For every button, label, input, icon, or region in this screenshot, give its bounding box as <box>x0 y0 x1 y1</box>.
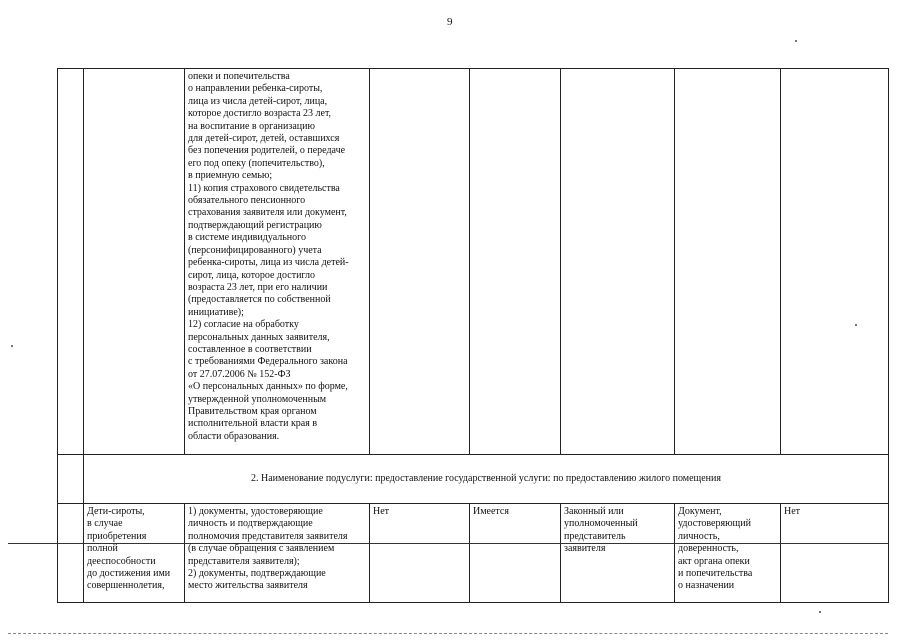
scan-speck <box>819 611 821 613</box>
text-line: без попечения родителей, о передаче <box>188 145 346 157</box>
text-line: для детей-сирот, детей, оставшихся <box>188 133 340 145</box>
table-cell <box>675 69 781 455</box>
text-line: акт органа опеки <box>678 555 750 567</box>
text-line: (в случае обращения с заявлением <box>188 543 335 555</box>
documents-cell <box>185 69 370 455</box>
text-line: личность и подтверждающие <box>188 518 313 530</box>
text-line: (предоставляется по собственной <box>188 294 331 306</box>
text-line: 2) документы, подтверждающие <box>188 568 326 580</box>
table-cell <box>370 69 470 455</box>
text-line: о назначении <box>678 580 735 592</box>
scan-speck <box>795 40 797 42</box>
table-cell <box>58 504 84 603</box>
text-line: его под опеку (попечительство), <box>188 157 325 169</box>
authority-cell <box>675 504 781 603</box>
text-line: удостоверяющий <box>678 518 751 530</box>
text-line: и попечительства <box>678 568 753 580</box>
text-line: утвержденной уполномоченным <box>188 393 327 405</box>
text-line: составленное в соответствии <box>188 343 312 355</box>
applicant-category <box>87 506 181 593</box>
text-line: на воспитание в организацию <box>188 120 315 132</box>
availability-cell: Имеется <box>470 504 561 603</box>
scan-speck <box>11 345 13 347</box>
representative-list <box>564 506 671 556</box>
text-line: Законный или <box>564 506 624 517</box>
text-line: страхования заявителя или документ, <box>188 207 347 219</box>
scan-artifact-line <box>8 543 888 544</box>
authority-documents <box>678 506 777 593</box>
documents-cell <box>185 504 370 603</box>
text-line: совершеннолетия, <box>87 580 165 592</box>
scan-artifact-line <box>8 633 888 634</box>
table-row <box>58 504 889 603</box>
text-line: в системе индивидуального <box>188 232 306 244</box>
text-line: личность, <box>678 530 720 542</box>
text-line: 11) копия страхового свидетельства <box>188 182 340 194</box>
text-line: Правительством края органом <box>188 405 317 417</box>
table-cell <box>470 69 561 455</box>
text-line: в случае <box>87 518 123 530</box>
table-cell <box>781 69 889 455</box>
text-line: представитель <box>564 530 626 542</box>
text-line: ребенка-сироты, лица из числа детей- <box>188 257 349 269</box>
text-line: сирот, лица, которое достигло <box>188 269 316 281</box>
table-row <box>58 69 889 455</box>
text-line: обязательного пенсионного <box>188 195 306 207</box>
section-heading: 2. Наименование подуслуги: предоставление государственной услуги: по предоставлению жилого помещения <box>84 455 889 504</box>
text-line: области образования. <box>188 430 280 442</box>
text-line: место жительства заявителя <box>188 580 308 592</box>
category-cell <box>84 504 185 603</box>
text-line: исполнительной власти края в <box>188 418 318 430</box>
text-line: Документ, <box>678 506 722 517</box>
text-line: «О персональных данных» по форме, <box>188 381 348 393</box>
text-line: дееспособности <box>87 555 156 567</box>
services-table <box>57 68 889 603</box>
text-line: подтверждающий регистрацию <box>188 219 322 231</box>
text-line: персональных данных заявителя, <box>188 331 330 343</box>
text-line: (персонифицированного) учета <box>188 244 322 256</box>
text-line: полной <box>87 543 118 555</box>
requirement-cell: Нет <box>781 504 889 603</box>
text-line: доверенность, <box>678 543 739 555</box>
text-line: опеки и попечительства <box>188 71 290 82</box>
text-line: 12) согласие на обработку <box>188 319 299 331</box>
text-line: приобретения <box>87 530 147 542</box>
text-line: от 27.07.2006 № 152-ФЗ <box>188 368 291 380</box>
text-line: Дети-сироты, <box>87 506 145 517</box>
table-cell <box>561 69 675 455</box>
text-line: которое достигло возраста 23 лет, <box>188 108 332 120</box>
table-cell <box>58 455 84 504</box>
table-cell <box>84 69 185 455</box>
representative-cell <box>561 504 675 603</box>
text-line: заявителя <box>564 543 606 555</box>
documents-list <box>188 506 366 593</box>
requirement-cell: Нет <box>370 504 470 603</box>
text-line: полномочия представителя заявителя <box>188 530 348 542</box>
text-line: возраста 23 лет, при его наличии <box>188 281 328 293</box>
text-line: представителя заявителя); <box>188 555 300 567</box>
text-line: до достижения ими <box>87 568 171 580</box>
text-line: 1) документы, удостоверяющие <box>188 506 323 517</box>
section-heading-row <box>58 455 889 504</box>
text-line: лица из числа детей-сирот, лица, <box>188 95 328 107</box>
text-line: в приемную семью; <box>188 170 273 182</box>
text-line: уполномоченный <box>564 518 638 530</box>
scan-speck <box>855 324 857 326</box>
documents-list <box>188 71 366 443</box>
text-line: о направлении ребенка-сироты, <box>188 83 323 95</box>
table-cell <box>58 69 84 455</box>
text-line: инициативе); <box>188 306 244 318</box>
page-number: 9 <box>447 16 453 28</box>
text-line: с требованиями Федерального закона <box>188 356 348 368</box>
